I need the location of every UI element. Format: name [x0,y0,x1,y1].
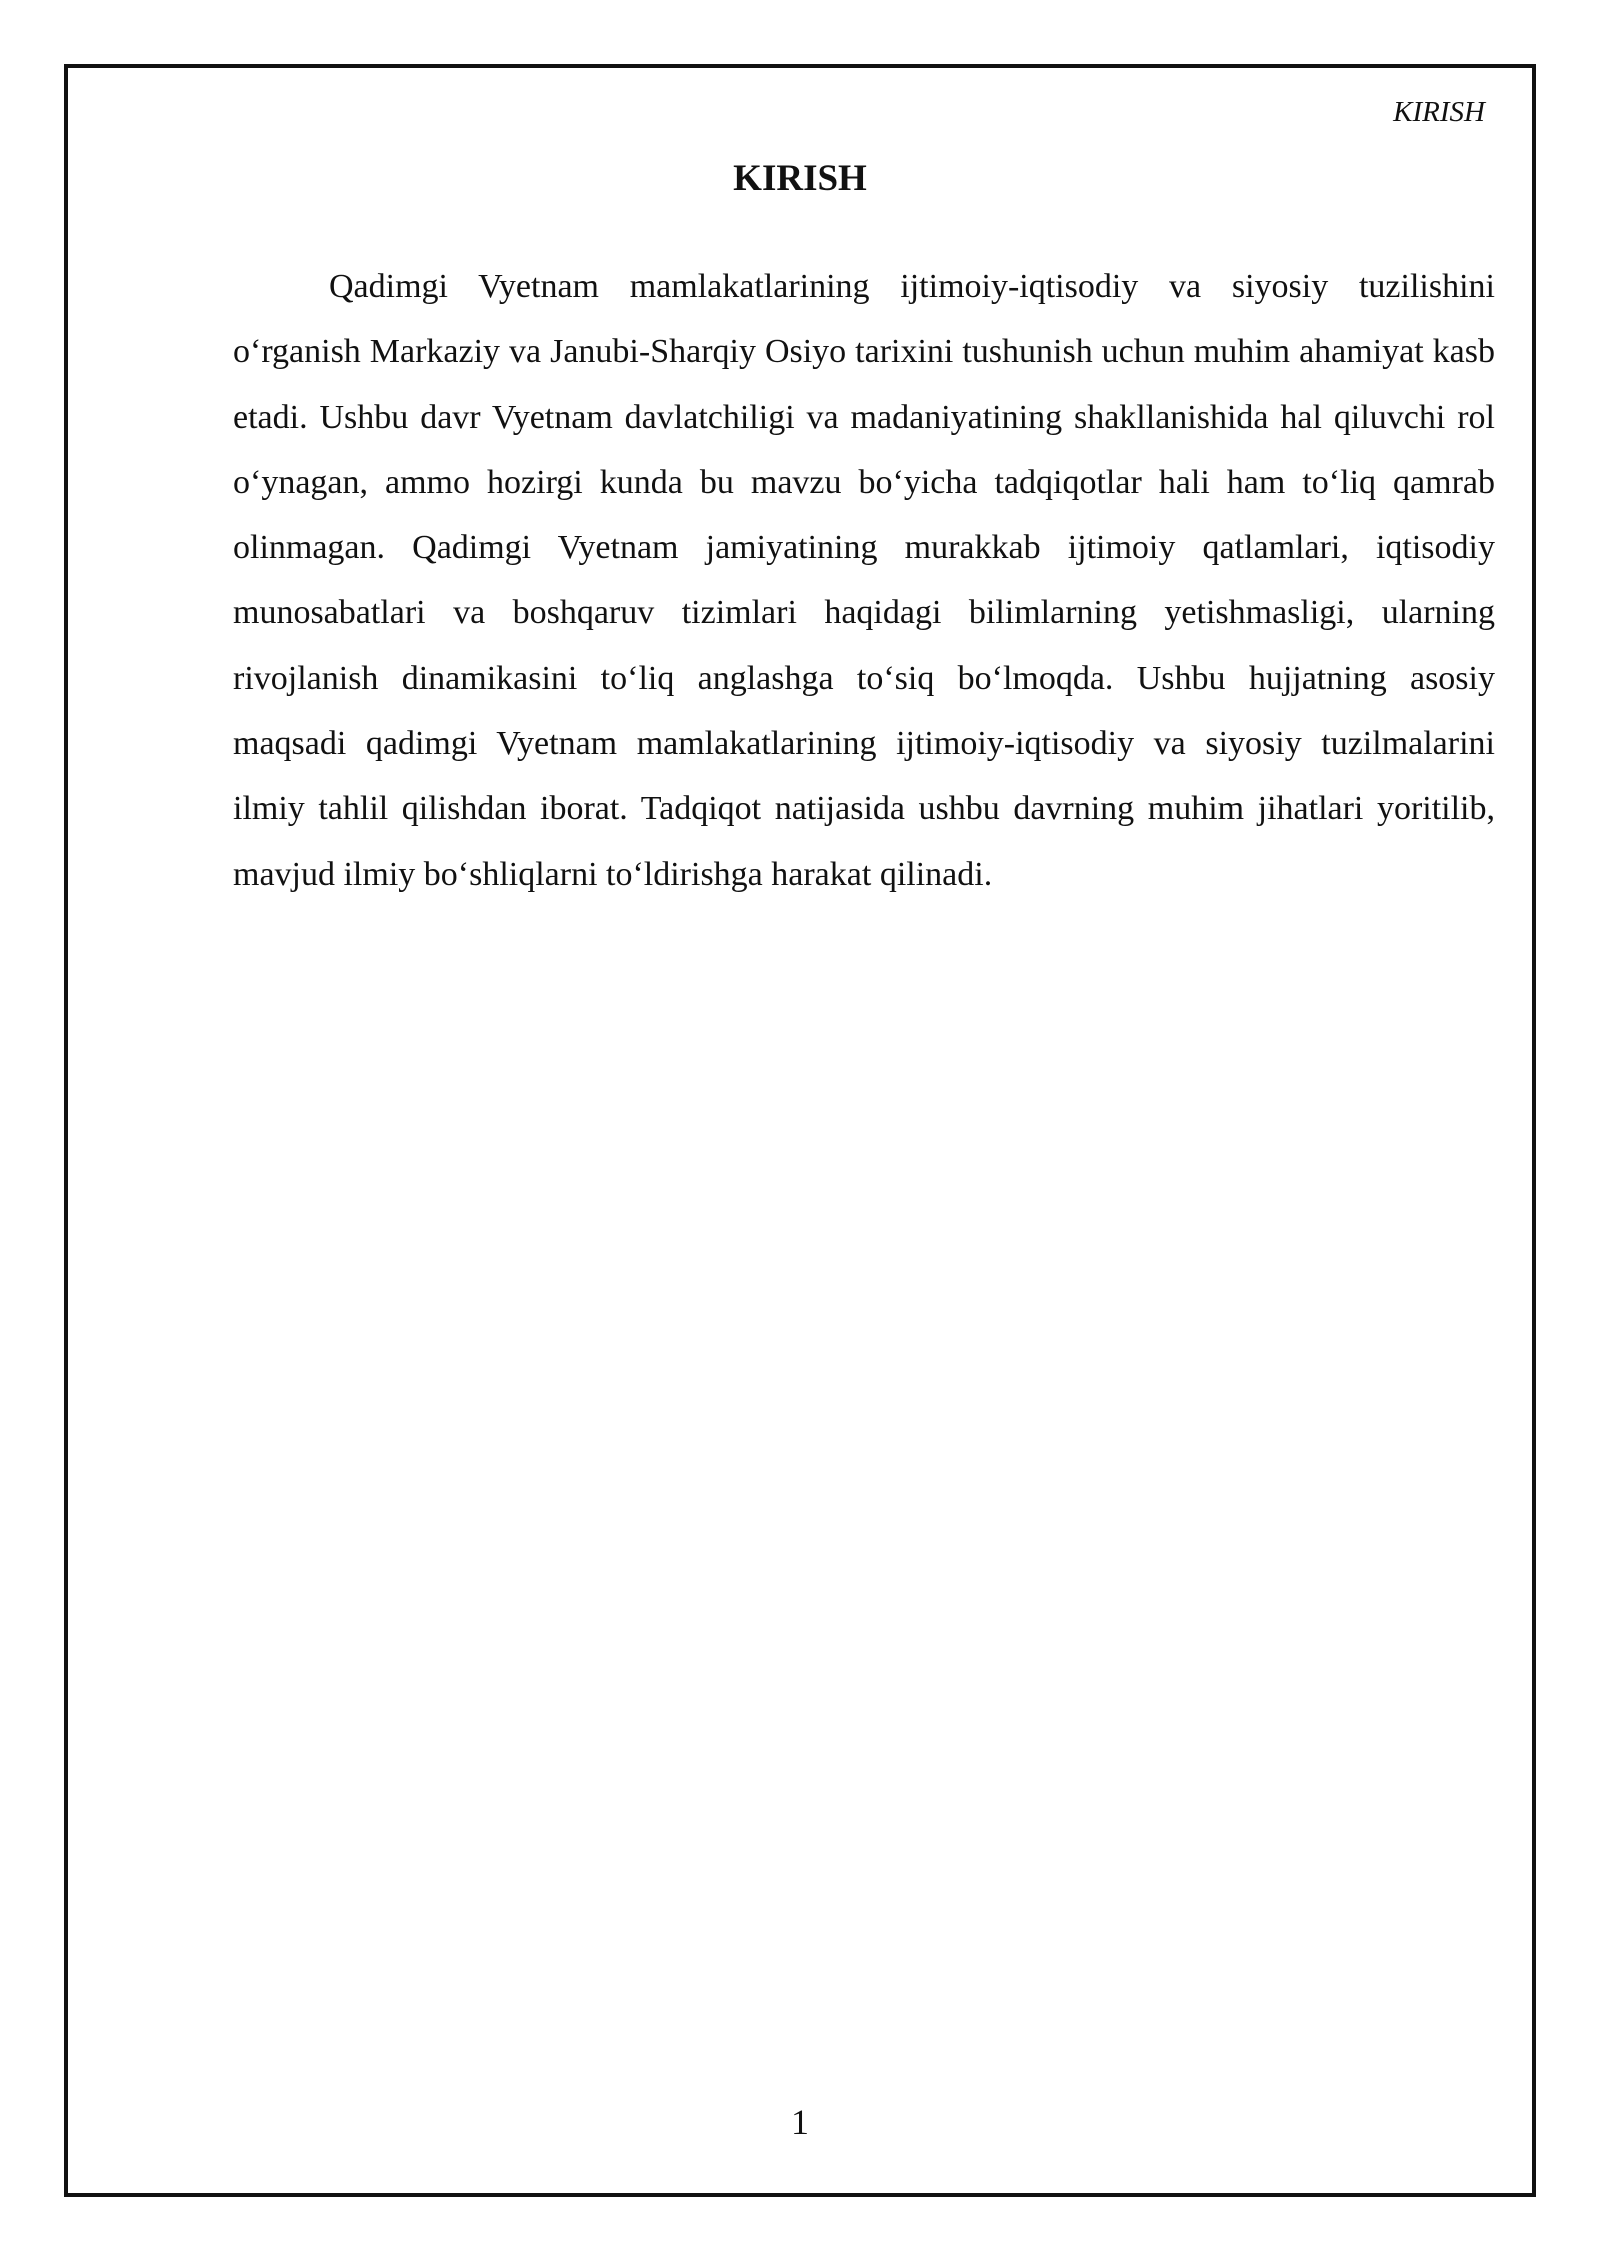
section-title: KIRISH [733,158,867,199]
page-frame [64,64,1536,2197]
page-number: 1 [791,2102,809,2142]
body-paragraph: Qadimgi Vyetnam mamlakatlarining ijtimoiy-iqtisodiy va siyosiy tuzilishini o‘rganish Markaziy va Janubi-Sharqiy Osiyo tarixini tushunish uchun muhim ahamiyat kasb etadi. Ushbu davr Vyetnam davlatchiligi va madaniyatining shakllanishida hal qiluvchi rol o‘ynagan, ammo hozirgi kunda bu mavzu bo‘yicha tadqiqotlar hali ham to‘liq qamrab olinmagan. Qadimgi Vyetnam jamiyatining murakkab ijtimoiy qatlamlari, iqtisodiy munosabatlari va boshqaruv tizimlari haqidagi bilimlarning yetishmasligi, ularning rivojlanish dinamikasini to‘liq anglashga to‘siq bo‘lmoqda. Ushbu hujjatning asosiy maqsadi qadimgi Vyetnam mamlakatlarining ijtimoiy-iqtisodiy va siyosiy tuzilmalarini ilmiy tahlil qilishdan iborat. Tadqiqot natijasida ushbu davrning muhim jihatlari yoritilib, mavjud ilmiy bo‘shliqlarni to‘ldirishga harakat qilinadi. [233,268,1495,893]
running-header: KIRISH [1393,96,1485,128]
